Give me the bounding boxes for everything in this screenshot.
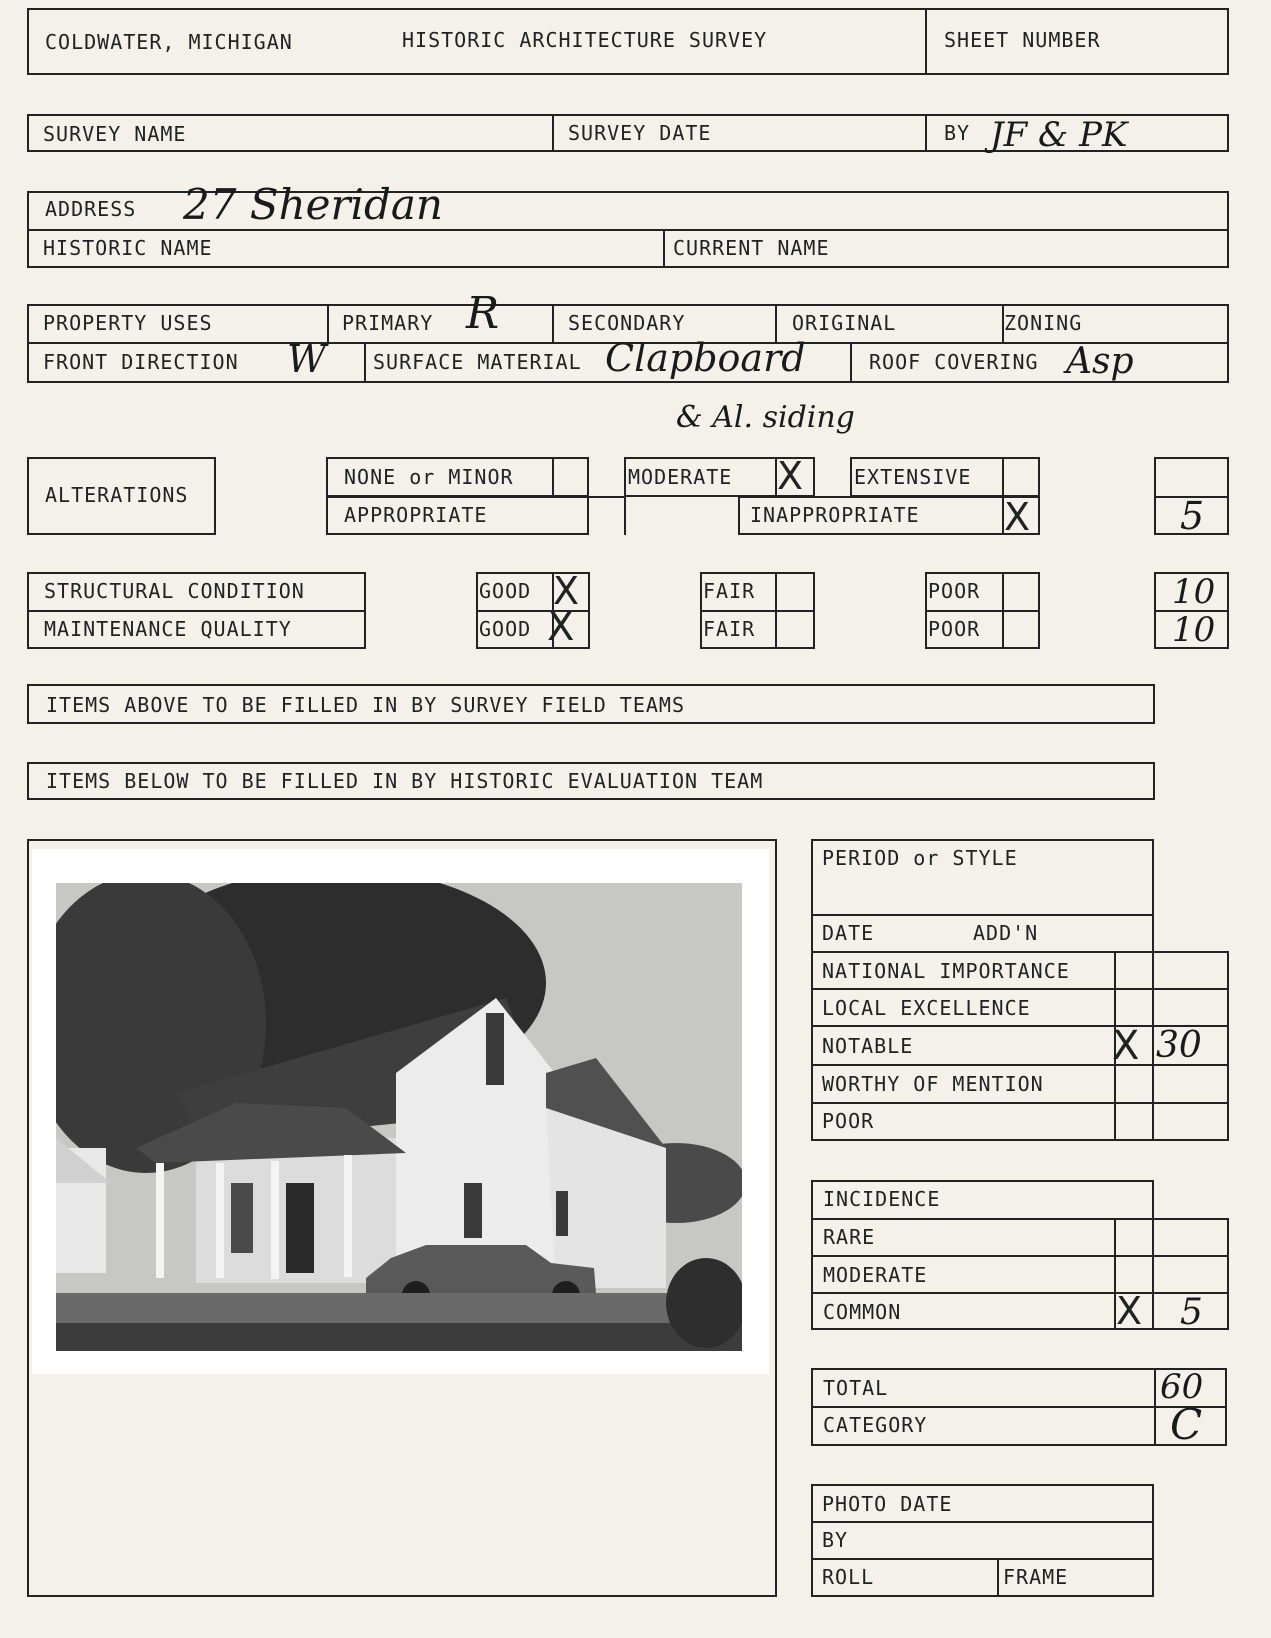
category-label: CATEGORY: [823, 1413, 928, 1437]
structural-good-check: X: [553, 569, 580, 613]
moderate-check: X: [777, 454, 804, 498]
category-value: C: [1170, 1400, 1203, 1449]
alterations-label: ALTERATIONS: [45, 483, 189, 507]
roll-label: ROLL: [822, 1565, 875, 1589]
maintenance-fair-label: FAIR: [703, 617, 756, 641]
house-photo: [56, 883, 742, 1351]
structural-good-label: GOOD: [479, 579, 532, 603]
local-excellence-label: LOCAL EXCELLENCE: [822, 996, 1031, 1020]
maintenance-score: 10: [1172, 610, 1216, 650]
structural-fair-label: FAIR: [703, 579, 756, 603]
current-name-label: CURRENT NAME: [673, 236, 830, 260]
national-importance-label: NATIONAL IMPORTANCE: [822, 959, 1070, 983]
survey-name-label: SURVEY NAME: [43, 122, 187, 146]
eval-poor-label: POOR: [822, 1109, 875, 1133]
primary-value: R: [466, 288, 500, 339]
photo-by-label: BY: [822, 1528, 849, 1552]
incidence-moderate-label: MODERATE: [823, 1263, 928, 1287]
address-value: 27 Sheridan: [183, 180, 443, 229]
total-value: 60: [1160, 1367, 1204, 1407]
inappropriate-label: INAPPROPRIATE: [750, 503, 920, 527]
notable-label: NOTABLE: [822, 1034, 914, 1058]
notable-check: X: [1112, 1023, 1140, 1069]
surface-material-label: SURFACE MATERIAL: [373, 350, 582, 374]
maintenance-good-check: X: [547, 604, 575, 650]
total-label: TOTAL: [823, 1376, 889, 1400]
surface-material-note: & Al. siding: [676, 400, 855, 435]
none-minor-label: NONE or MINOR: [344, 465, 514, 489]
maintenance-good-label: GOOD: [479, 617, 532, 641]
evaluation-team-note: ITEMS BELOW TO BE FILLED IN BY HISTORIC EVALUATION TEAM: [46, 769, 764, 793]
secondary-label: SECONDARY: [568, 311, 686, 335]
by-label: BY: [944, 121, 971, 145]
surface-material-value: Clapboard: [605, 336, 806, 380]
front-direction-label: FRONT DIRECTION: [43, 350, 239, 374]
survey-date-label: SURVEY DATE: [568, 121, 712, 145]
roof-covering-value: Asp: [1066, 341, 1134, 382]
address-label: ADDRESS: [45, 197, 137, 221]
addn-label: ADD'N: [973, 921, 1039, 945]
maintenance-poor-label: POOR: [928, 617, 981, 641]
sheet-number-label: SHEET NUMBER: [944, 28, 1101, 52]
property-uses-label: PROPERTY USES: [43, 311, 213, 335]
common-check: X: [1116, 1289, 1143, 1333]
rare-label: RARE: [823, 1225, 876, 1249]
frame-label: FRAME: [1003, 1565, 1069, 1589]
maintenance-quality-label: MAINTENANCE QUALITY: [44, 617, 292, 641]
by-value: JF & PK: [990, 115, 1128, 155]
common-label: COMMON: [823, 1300, 902, 1324]
zoning-label: ZONING: [1004, 311, 1083, 335]
front-direction-value: W: [287, 337, 327, 381]
field-teams-note: ITEMS ABOVE TO BE FILLED IN BY SURVEY FIELD TEAMS: [46, 693, 686, 717]
common-score: 5: [1180, 1292, 1203, 1333]
date-label: DATE: [822, 921, 875, 945]
historic-name-label: HISTORIC NAME: [43, 236, 213, 260]
worthy-of-mention-label: WORTHY OF MENTION: [822, 1072, 1044, 1096]
moderate-label: MODERATE: [628, 465, 733, 489]
alterations-score: 5: [1180, 494, 1205, 538]
survey-title: HISTORIC ARCHITECTURE SURVEY: [402, 28, 768, 52]
structural-poor-label: POOR: [928, 579, 981, 603]
city-label: COLDWATER, MICHIGAN: [45, 30, 293, 54]
notable-score: 30: [1156, 1025, 1202, 1066]
photo-date-label: PHOTO DATE: [822, 1492, 953, 1516]
extensive-label: EXTENSIVE: [854, 465, 972, 489]
primary-label: PRIMARY: [342, 311, 434, 335]
appropriate-label: APPROPRIATE: [344, 503, 488, 527]
structural-score: 10: [1172, 572, 1216, 612]
inappropriate-check: X: [1004, 495, 1031, 539]
roof-covering-label: ROOF COVERING: [869, 350, 1039, 374]
original-label: ORIGINAL: [792, 311, 897, 335]
period-style-label: PERIOD or STYLE: [822, 846, 1018, 870]
structural-condition-label: STRUCTURAL CONDITION: [44, 579, 305, 603]
incidence-label: INCIDENCE: [823, 1187, 941, 1211]
